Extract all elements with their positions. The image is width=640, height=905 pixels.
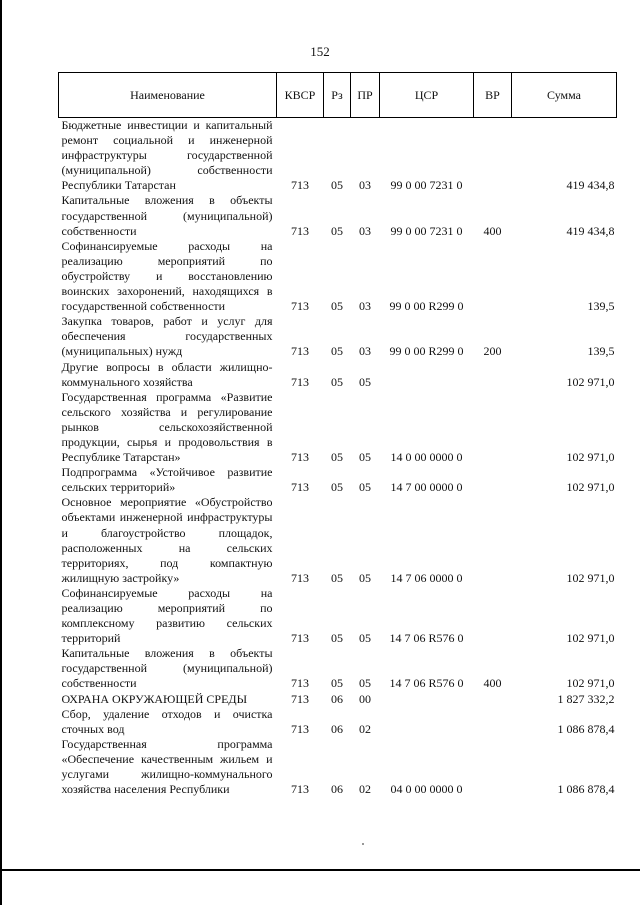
cell-rz: 05 — [331, 676, 343, 691]
cell-sum: 102 971,0 — [566, 480, 615, 495]
cell-rz: 05 — [331, 344, 343, 359]
table-row — [59, 118, 617, 194]
cell-rz: 06 — [331, 721, 343, 736]
cell-name: Капитальные вложения в объекты государственной (муниципальной) собственности — [61, 193, 273, 238]
table-row — [59, 314, 617, 359]
header-sum: Сумма — [512, 73, 617, 118]
cell-csr — [380, 360, 474, 390]
cell-rz: 05 — [331, 178, 343, 193]
cell-rz: 05 — [331, 631, 343, 646]
table-row — [59, 586, 617, 646]
cell-rz: 05 — [331, 374, 343, 389]
header-name: Наименование — [59, 73, 277, 118]
cell-vr — [474, 737, 512, 797]
cell-name: Закупка товаров, работ и услуг для обеспечения государственных (муниципальных) нужд — [61, 314, 273, 359]
cell-kvsr: 713 — [291, 721, 309, 736]
cell-csr: 99 0 00 R299 0 — [389, 299, 464, 314]
cell-csr — [380, 707, 474, 737]
header-vr: ВР — [474, 73, 512, 118]
cell-kvsr: 713 — [291, 299, 309, 314]
cell-kvsr: 713 — [291, 631, 309, 646]
cell-rz: 06 — [331, 782, 343, 797]
cell-kvsr: 713 — [291, 450, 309, 465]
cell-pr: 00 — [359, 691, 371, 706]
cell-csr: 99 0 00 7231 0 — [390, 223, 463, 238]
cell-sum: 419 434,8 — [566, 178, 615, 193]
header-pr: ПР — [351, 73, 380, 118]
page-left-edge — [0, 0, 2, 905]
cell-pr: 05 — [359, 480, 371, 495]
cell-pr: 03 — [359, 223, 371, 238]
cell-kvsr: 713 — [291, 178, 309, 193]
cell-rz: 05 — [331, 480, 343, 495]
table-row — [59, 193, 617, 238]
cell-csr: 14 7 06 R576 0 — [389, 631, 464, 646]
cell-sum: 1 827 332,2 — [557, 691, 615, 706]
cell-vr — [474, 239, 512, 314]
cell-pr: 02 — [359, 721, 371, 736]
table-row — [59, 390, 617, 465]
cell-csr: 14 7 06 R576 0 — [389, 676, 464, 691]
cell-csr — [380, 692, 474, 707]
cell-sum: 1 086 878,4 — [557, 782, 615, 797]
cell-vr — [474, 586, 512, 646]
table-header-row — [59, 73, 617, 118]
cell-sum: 139,5 — [587, 344, 615, 359]
cell-csr: 14 7 06 0000 0 — [390, 570, 463, 585]
budget-table — [58, 72, 617, 797]
cell-csr: 14 7 00 0000 0 — [390, 480, 463, 495]
cell-name: Государственная программа «Обеспечение качественным жильем и услугами жилищно-коммунального хозяйства населения Республики — [61, 736, 273, 797]
cell-pr: 03 — [359, 344, 371, 359]
cell-pr: 05 — [359, 676, 371, 691]
cell-vr — [474, 495, 512, 586]
table-row — [59, 495, 617, 586]
table-row — [59, 737, 617, 797]
cell-sum: 102 971,0 — [566, 631, 615, 646]
header-kvsr: КВСР — [277, 73, 324, 118]
cell-name: ОХРАНА ОКРУЖАЮЩЕЙ СРЕДЫ — [61, 691, 248, 706]
cell-pr: 03 — [359, 299, 371, 314]
cell-pr: 05 — [359, 570, 371, 585]
table-row — [59, 360, 617, 390]
cell-name: Бюджетные инвестиции и капитальный ремонт социальной и инженерной инфраструктуры государственной (муниципальной) собственности Республики Татарстан — [61, 118, 273, 193]
cell-name: Софинансируемые расходы на реализацию мероприятий по обустройству и восстановлению воинских захоронений, находящихся в государственной собственности — [61, 238, 273, 314]
cell-pr: 05 — [359, 631, 371, 646]
cell-vr — [474, 118, 512, 194]
cell-kvsr: 713 — [291, 691, 309, 706]
header-csr: ЦСР — [380, 73, 474, 118]
cell-name: Софинансируемые расходы на реализацию мероприятий по комплексному развитию сельских территорий — [61, 585, 273, 646]
cell-rz: 06 — [331, 691, 343, 706]
cell-kvsr: 713 — [291, 676, 309, 691]
cell-vr — [474, 465, 512, 495]
cell-csr: 14 0 00 0000 0 — [390, 450, 463, 465]
cell-vr: 400 — [483, 223, 502, 238]
table-row — [59, 465, 617, 495]
cell-rz: 05 — [331, 570, 343, 585]
cell-vr — [474, 707, 512, 737]
cell-rz: 05 — [331, 450, 343, 465]
cell-sum: 1 086 878,4 — [557, 721, 615, 736]
table-row — [59, 707, 617, 737]
cell-kvsr: 713 — [291, 570, 309, 585]
scan-speck — [362, 843, 364, 845]
cell-kvsr: 713 — [291, 223, 309, 238]
page-bottom-edge — [0, 869, 640, 871]
cell-rz: 05 — [331, 299, 343, 314]
cell-pr: 03 — [359, 178, 371, 193]
cell-pr: 02 — [359, 782, 371, 797]
cell-csr: 04 0 00 0000 0 — [390, 782, 463, 797]
cell-vr — [474, 360, 512, 390]
cell-csr: 99 0 00 7231 0 — [390, 178, 463, 193]
table-row — [59, 692, 617, 707]
cell-name: Сбор, удаление отходов и очистка сточных вод — [61, 706, 273, 736]
cell-name: Подпрограмма «Устойчивое развитие сельских территорий» — [61, 465, 273, 495]
cell-csr: 99 0 00 R299 0 — [389, 344, 464, 359]
header-rz: Рз — [324, 73, 351, 118]
cell-pr: 05 — [359, 374, 371, 389]
cell-vr — [474, 692, 512, 707]
cell-kvsr: 713 — [291, 344, 309, 359]
cell-vr — [474, 390, 512, 465]
cell-sum: 102 971,0 — [566, 676, 615, 691]
page-number: 152 — [310, 44, 330, 59]
cell-sum: 419 434,8 — [566, 223, 615, 238]
cell-kvsr: 713 — [291, 480, 309, 495]
cell-vr: 400 — [483, 676, 502, 691]
table-row — [59, 646, 617, 691]
cell-sum: 139,5 — [587, 299, 615, 314]
cell-name: Другие вопросы в области жилищно-коммунального хозяйства — [61, 359, 273, 389]
cell-rz: 05 — [331, 223, 343, 238]
cell-sum: 102 971,0 — [566, 450, 615, 465]
cell-kvsr: 713 — [291, 374, 309, 389]
table-row — [59, 239, 617, 314]
cell-name: Основное мероприятие «Обустройство объектами инженерной инфраструктуры и благоустройство площадок, расположенных на сельских территориях, под компактную жилищную застройку» — [61, 495, 273, 585]
cell-sum: 102 971,0 — [566, 570, 615, 585]
cell-pr: 05 — [359, 450, 371, 465]
cell-kvsr: 713 — [291, 782, 309, 797]
cell-sum: 102 971,0 — [566, 374, 615, 389]
cell-name: Капитальные вложения в объекты государственной (муниципальной) собственности — [61, 646, 273, 691]
cell-name: Государственная программа «Развитие сельского хозяйства и регулирование рынков сельскохозяйственной продукции, сырья и продовольствия в Республике Татарстан» — [61, 389, 273, 465]
cell-vr: 200 — [483, 344, 502, 359]
